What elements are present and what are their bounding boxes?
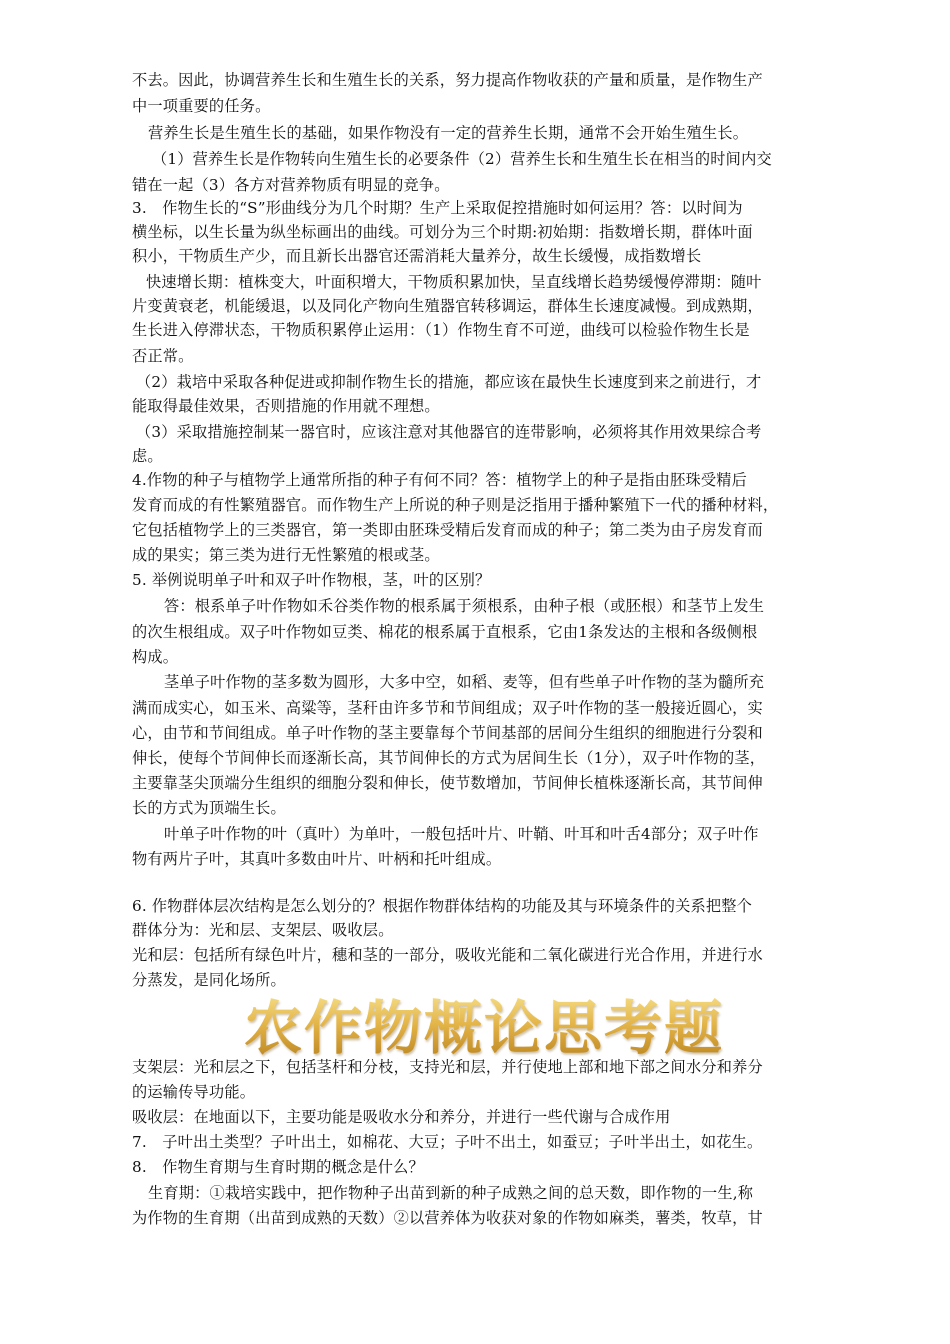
text-line: 片变黄衰老，机能缓退，以及同化产物向生殖器官转移调运，群体生长速度减慢。到成熟期， [132, 297, 763, 315]
text-line: 为作物的生育期（出苗到成熟的天数）②以营养体为收获对象的作物如麻类，薯类，牧草，甘 [132, 1209, 763, 1227]
text-line: 分蒸发，是同化场所。 [132, 971, 286, 989]
text-line: 物有两片子叶，其真叶多数由叶片、叶柄和托叶组成。 [132, 850, 502, 868]
text-line: 8. 作物生育期与生育时期的概念是什么？ [132, 1158, 424, 1176]
text-line: 横坐标，以生长量为纵坐标画出的曲线。可划分为三个时期:初始期：指数增长期，群体叶面 [132, 223, 753, 241]
text-line: 答：根系单子叶作物如禾谷类作物的根系属于须根系，由种子根（或胚根）和茎节上发生 [164, 597, 765, 615]
text-line: 满而成实心，如玉米、高粱等，茎秆由许多节和节间组成；双子叶作物的茎一般接近圆心，实 [132, 699, 763, 717]
text-line: 虑。 [132, 447, 163, 465]
text-line: 错在一起（3）各方对营养物质有明显的竞争。 [132, 176, 450, 194]
text-line: 7. 子叶出土类型？子叶出土，如棉花、大豆；子叶不出土，如蚕豆；子叶半出土，如花生。 [132, 1133, 763, 1151]
text-line: （2）栽培中采取各种促进或抑制作物生长的措施，都应该在最快生长速度到来之前进行，才 [136, 373, 762, 391]
text-line: 不去。因此，协调营养生长和生殖生长的关系，努力提高作物收获的产量和质量，是作物生产 [132, 71, 763, 89]
text-line: 5. 举例说明单子叶和双子叶作物根，茎，叶的区别？ [132, 571, 491, 589]
text-line: 长的方式为顶端生长。 [132, 799, 286, 817]
text-line: 主要靠茎尖顶端分生组织的细胞分裂和伸长，使节数增加，节间伸长植株逐渐长高，其节间伸 [132, 774, 763, 792]
text-line: 光和层：包括所有绿色叶片，穗和茎的一部分，吸收光能和二氧化碳进行光合作用，并进行水 [132, 946, 763, 964]
text-line: 茎单子叶作物的茎多数为圆形，大多中空，如稻、麦等，但有些单子叶作物的茎为髓所充 [164, 673, 765, 691]
text-line: 否正常。 [132, 347, 194, 365]
text-line: 群体分为：光和层、支架层、吸收层。 [132, 921, 394, 939]
text-line: 快速增长期：植株变大，叶面积增大，干物质积累加快，呈直线增长趋势缓慢停滞期：随叶 [146, 273, 762, 291]
text-line: 支架层：光和层之下，包括茎杆和分枝，支持光和层，并行使地上部和地下部之间水分和养分 [132, 1058, 763, 1076]
text-line: 叶单子叶作物的叶（真叶）为单叶，一般包括叶片、叶鞘、叶耳和叶舌4部分；双子叶作 [164, 825, 759, 843]
text-line: 营养生长是生殖生长的基础，如果作物没有一定的营养生长期，通常不会开始生殖生长。 [148, 124, 749, 142]
text-line: 发育而成的有性繁殖器官。而作物生产上所说的种子则是泛指用于播种繁殖下一代的播种材料， [132, 496, 779, 514]
text-line: 成的果实；第三类为进行无性繁殖的根或茎。 [132, 546, 440, 564]
text-line: 生长进入停滞状态，干物质积累停止运用：（1）作物生育不可逆，曲线可以检验作物生长是 [132, 321, 750, 339]
text-line: 构成。 [132, 648, 179, 666]
text-line: 吸收层：在地面以下，主要功能是吸收水分和养分，并进行一些代谢与合成作用 [132, 1108, 671, 1126]
text-line: 中一项重要的任务。 [132, 97, 271, 115]
text-line: （3）采取措施控制某一器官时，应该注意对其他器官的连带影响，必须将其作用效果综合考 [136, 423, 762, 441]
text-line: 积小，干物质生产少，而且新长出器官还需消耗大量养分，故生长缓慢，成指数增长 [132, 247, 702, 265]
text-line: 6. 作物群体层次结构是怎么划分的？根据作物群体结构的功能及其与环境条件的关系把整个 [132, 897, 753, 915]
watermark-title: 农作物概论思考题 [244, 994, 725, 1062]
text-line: 能取得最佳效果，否则措施的作用就不理想。 [132, 397, 440, 415]
text-line: 的运输传导功能。 [132, 1083, 256, 1101]
text-line: （1）营养生长是作物转向生殖生长的必要条件（2）营养生长和生殖生长在相当的时间内交 [152, 150, 772, 168]
text-line: 的次生根组成。双子叶作物如豆类、棉花的根系属于直根系，它由1条发达的主根和各级侧根 [132, 623, 758, 641]
text-line: 伸长，使每个节间伸长而逐渐长高，其节间伸长的方式为居间生长（1分），双子叶作物的茎， [132, 749, 766, 767]
text-line: 4.作物的种子与植物学上通常所指的种子有何不同？答：植物学上的种子是指由胚珠受精后 [132, 471, 748, 489]
text-line: 心，由节和节间组成。单子叶作物的茎主要靠每个节间基部的居间分生组织的细胞进行分裂和 [132, 724, 763, 742]
text-line: 3. 作物生长的“S”形曲线分为几个时期？生产上采取促控措施时如何运用？答：以时间为 [132, 199, 743, 217]
text-line: 它包括植物学上的三类器官，第一类即由胚珠受精后发育而成的种子；第二类为由子房发育而 [132, 521, 763, 539]
text-line: 生育期：①栽培实践中，把作物种子出苗到新的种子成熟之间的总天数，即作物的一生,称 [148, 1184, 754, 1202]
